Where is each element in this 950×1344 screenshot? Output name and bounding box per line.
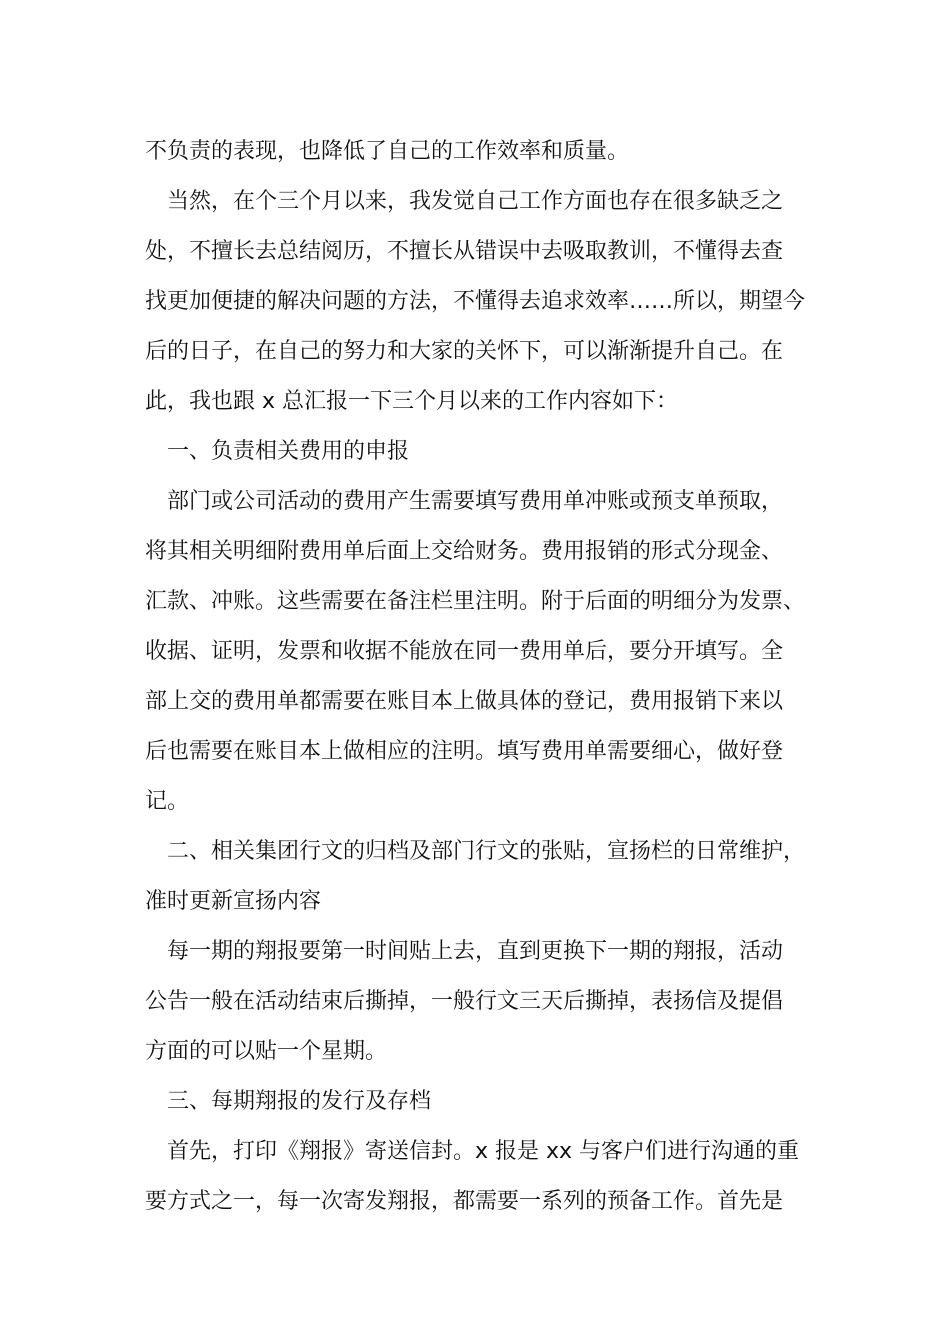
section-heading: 三、每期翔报的发行及存档 xyxy=(167,1089,432,1114)
text-line: 此，我也跟 x 总汇报一下三个月以来的工作内容如下： xyxy=(145,389,679,414)
text-line: 将其相关明细附费用单后面上交给财务。费用报销的形式分现金、 xyxy=(145,539,784,564)
text-line: 收据、证明，发票和收据不能放在同一费用单后，要分开填写。全 xyxy=(145,639,784,664)
text-line: 部上交的费用单都需要在账目本上做具体的登记，费用报销下来以 xyxy=(145,689,784,714)
text-line: 后也需要在账目本上做相应的注明。填写费用单需要细心，做好登 xyxy=(145,739,784,764)
text-line: 不负责的表现，也降低了自己的工作效率和质量。 xyxy=(145,139,630,164)
text-line: 要方式之一，每一次寄发翔报，都需要一系列的预备工作。首先是 xyxy=(145,1189,784,1214)
text-line: 公告一般在活动结束后撕掉，一般行文三天后撕掉，表扬信及提倡 xyxy=(145,989,784,1014)
text-line: 部门或公司活动的费用产生需要填写费用单冲账或预支单预取， xyxy=(167,489,784,514)
document-body xyxy=(145,127,810,1227)
text-line: 记。 xyxy=(145,789,190,814)
text-line: 每一期的翔报要第一时间贴上去，直到更换下一期的翔报，活动 xyxy=(167,939,784,964)
section-heading: 二、相关集团行文的归档及部门行文的张贴，宣扬栏的日常维护， xyxy=(167,839,806,864)
text-line: 处，不擅长去总结阅历，不擅长从错误中去吸取教训，不懂得去查 xyxy=(145,239,784,264)
section-heading: 一、负责相关费用的申报 xyxy=(167,439,410,464)
section-heading-continued: 准时更新宣扬内容 xyxy=(145,889,322,914)
text-line: 后的日子，在自己的努力和大家的关怀下，可以渐渐提升自己。在 xyxy=(145,339,784,364)
text-line: 找更加便捷的解决问题的方法，不懂得去追求效率……所以，期望今 xyxy=(145,289,806,314)
text-line: 汇款、冲账。这些需要在备注栏里注明。附于后面的明细分为发票、 xyxy=(145,589,806,614)
text-line: 方面的可以贴一个星期。 xyxy=(145,1039,388,1064)
text-line: 首先，打印《翔报》寄送信封。x 报是 xx 与客户们进行沟通的重 xyxy=(167,1139,800,1164)
text-line: 当然，在个三个月以来，我发觉自己工作方面也存在很多缺乏之 xyxy=(167,189,784,214)
